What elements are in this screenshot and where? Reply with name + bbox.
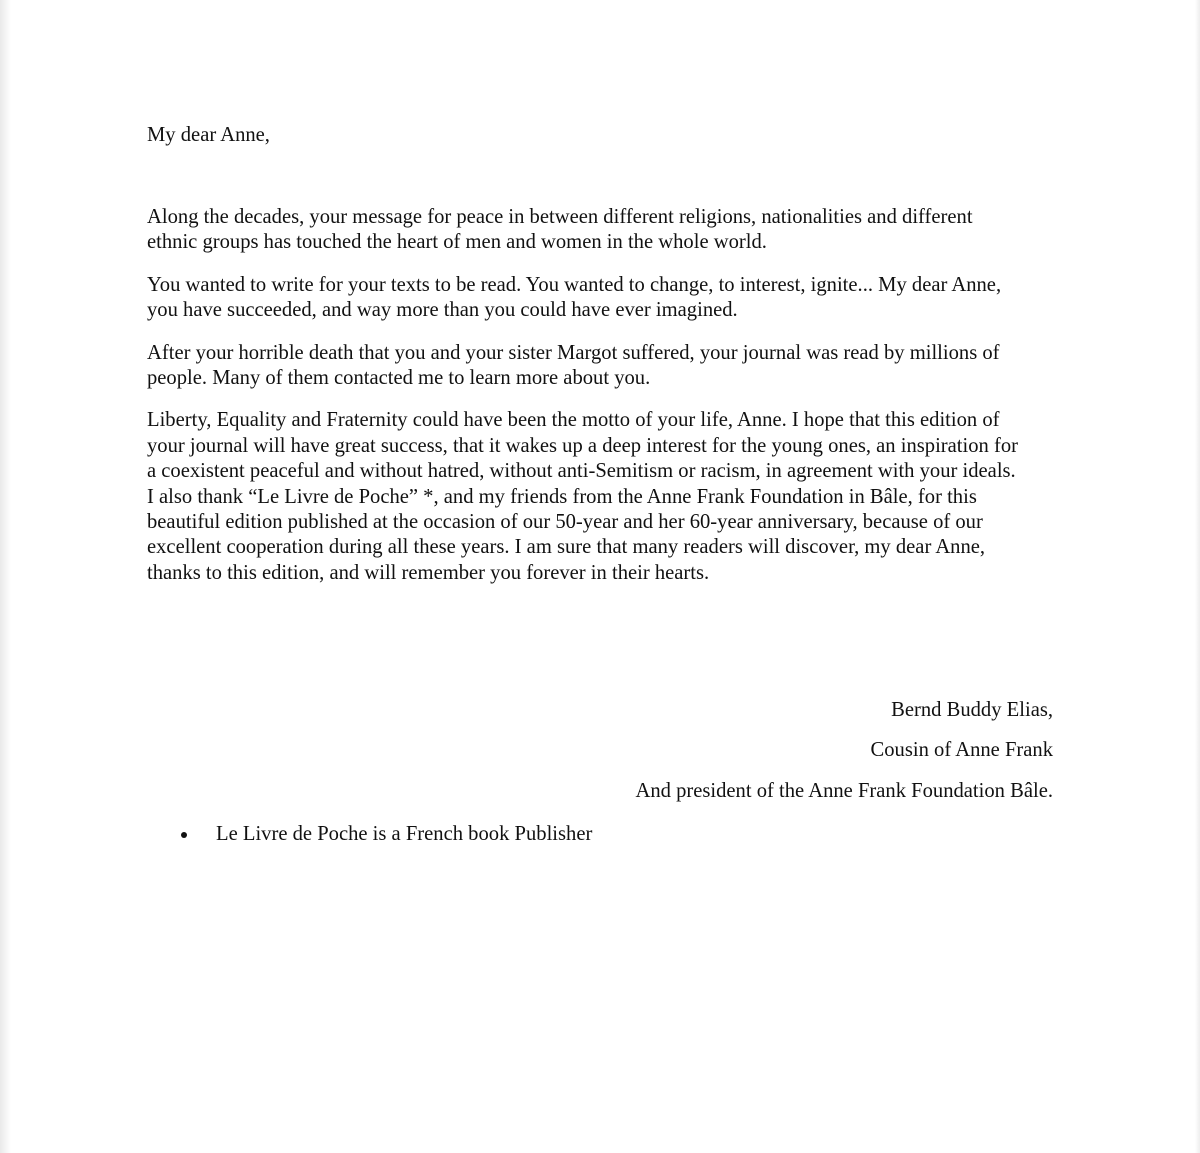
letter-paragraph-2 <box>147 273 1062 324</box>
paragraph-line: your journal will have great success, that it wakes up a deep interest for the young ones, an inspiration for <box>147 434 1018 457</box>
letter-body <box>147 205 1062 603</box>
page-edge-shadow-left <box>0 0 11 1153</box>
signature-relation: Cousin of Anne Frank <box>870 739 1053 761</box>
paragraph-line: people. Many of them contacted me to learn more about you. <box>147 367 651 390</box>
paragraph-line: Liberty, Equality and Fraternity could have been the motto of your life, Anne. I hope that this edition of <box>147 409 1000 432</box>
paragraph-line: After your horrible death that you and your sister Margot suffered, your journal was read by millions of <box>147 341 1000 364</box>
paragraph-line: Along the decades, your message for peace in between different religions, nationalities and different <box>147 206 973 228</box>
page-edge-shadow-right <box>1195 0 1200 1153</box>
letter-greeting: My dear Anne, <box>147 124 270 146</box>
letter-paragraph-1 <box>147 205 1062 256</box>
paragraph-line: You wanted to write for your texts to be read. You wanted to change, to interest, ignite... My dear Anne, <box>147 273 1002 296</box>
footnote-text: Le Livre de Poche is a French book Publisher <box>216 823 593 845</box>
signature-title: And president of the Anne Frank Foundation Bâle. <box>635 780 1053 802</box>
paragraph-line: you have succeeded, and way more than you could have ever imagined. <box>147 299 738 322</box>
paragraph-line: thanks to this edition, and will remember you forever in their hearts. <box>147 561 710 584</box>
paragraph-line: beautiful edition published at the occasion of our 50-year and her 60-year anniversary, because of our <box>147 511 983 534</box>
letter-paragraph-3 <box>147 341 1062 392</box>
document-page <box>147 0 1062 1153</box>
paragraph-line: excellent cooperation during all these years. I am sure that many readers will discover, my dear Anne, <box>147 536 986 559</box>
paragraph-line: ethnic groups has touched the heart of men and women in the whole world. <box>147 231 767 254</box>
signature-name: Bernd Buddy Elias, <box>891 699 1053 721</box>
letter-paragraph-4 <box>147 408 1062 586</box>
paragraph-line: a coexistent peaceful and without hatred, without anti-Semitism or racism, in agreement with your ideals. <box>147 460 1016 483</box>
paragraph-line: I also thank “Le Livre de Poche” *, and my friends from the Anne Frank Foundation in Bâle, for this <box>147 485 977 508</box>
